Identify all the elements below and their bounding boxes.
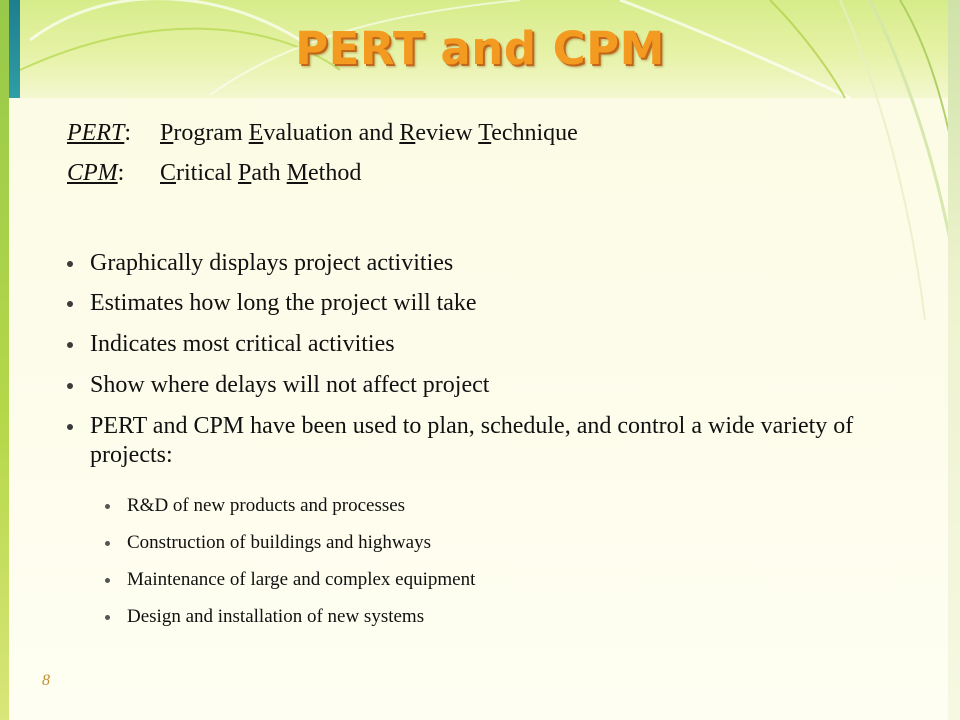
bullet-dot-icon [67,342,73,348]
sub-bullet-item [105,605,905,629]
bullet-text: Graphically displays project activities [90,250,454,276]
expansion-text: ethod [308,160,362,186]
page-number: 8 [42,672,50,689]
acronym-letter: E [248,120,264,146]
bullet-text: Estimates how long the project will take [90,290,477,316]
slide-title: PERT and CPM [295,22,665,75]
bullet-dot-icon [67,301,73,307]
expansion-text: ritical [176,160,238,186]
sub-bullet-text: Construction of buildings and highways [127,532,431,553]
bullet-item [67,249,907,278]
sub-bullet-item [105,568,905,592]
right-accent-bar [948,0,960,720]
sub-bullet-item [105,494,905,518]
definition-expansion [160,120,578,147]
bullet-dot-icon [67,424,73,430]
expansion-text: rogram [173,120,249,146]
sub-bullet-dot-icon [105,615,110,620]
bullet-text: Indicates most critical activities [90,331,395,357]
definition-pert [67,120,578,147]
bullet-item [67,330,907,359]
sub-bullet-text: Design and installation of new systems [127,606,425,627]
definition-term: CPM [67,160,118,186]
definition-colon: : [117,160,125,186]
sub-bullet-dot-icon [105,578,110,583]
acronym-letter: C [160,160,177,186]
bullet-dot-icon [67,261,73,267]
sub-bullet-dot-icon [105,541,110,546]
bullet-item [67,412,907,470]
sub-bullet-item [105,531,905,555]
sub-bullet-text: R&D of new products and processes [127,495,406,516]
sub-bullet-text: Maintenance of large and complex equipment [127,569,476,590]
acronym-letter: P [237,160,252,186]
definition-cpm [67,160,362,187]
expansion-text: echnique [491,120,578,146]
expansion-text: ath [251,160,287,186]
expansion-text: valuation and [263,120,400,146]
bullet-text: Show where delays will not affect project [90,372,490,398]
definition-expansion [160,160,361,187]
acronym-letter: M [286,160,309,186]
sub-bullet-dot-icon [105,504,110,509]
acronym-letter: P [160,120,174,146]
acronym-letter: T [478,120,492,146]
bullet-item [67,371,907,400]
acronym-letter: R [399,120,416,146]
bullet-dot-icon [67,383,73,389]
definition-colon: : [124,120,131,146]
bullet-item [67,289,907,318]
bullet-text: PERT and CPM have been used to plan, schedule, and control a wide variety of projects: [90,413,854,468]
definition-term: PERT [67,120,125,146]
left-accent-bar-green [0,0,9,720]
expansion-text: eview [415,120,479,146]
